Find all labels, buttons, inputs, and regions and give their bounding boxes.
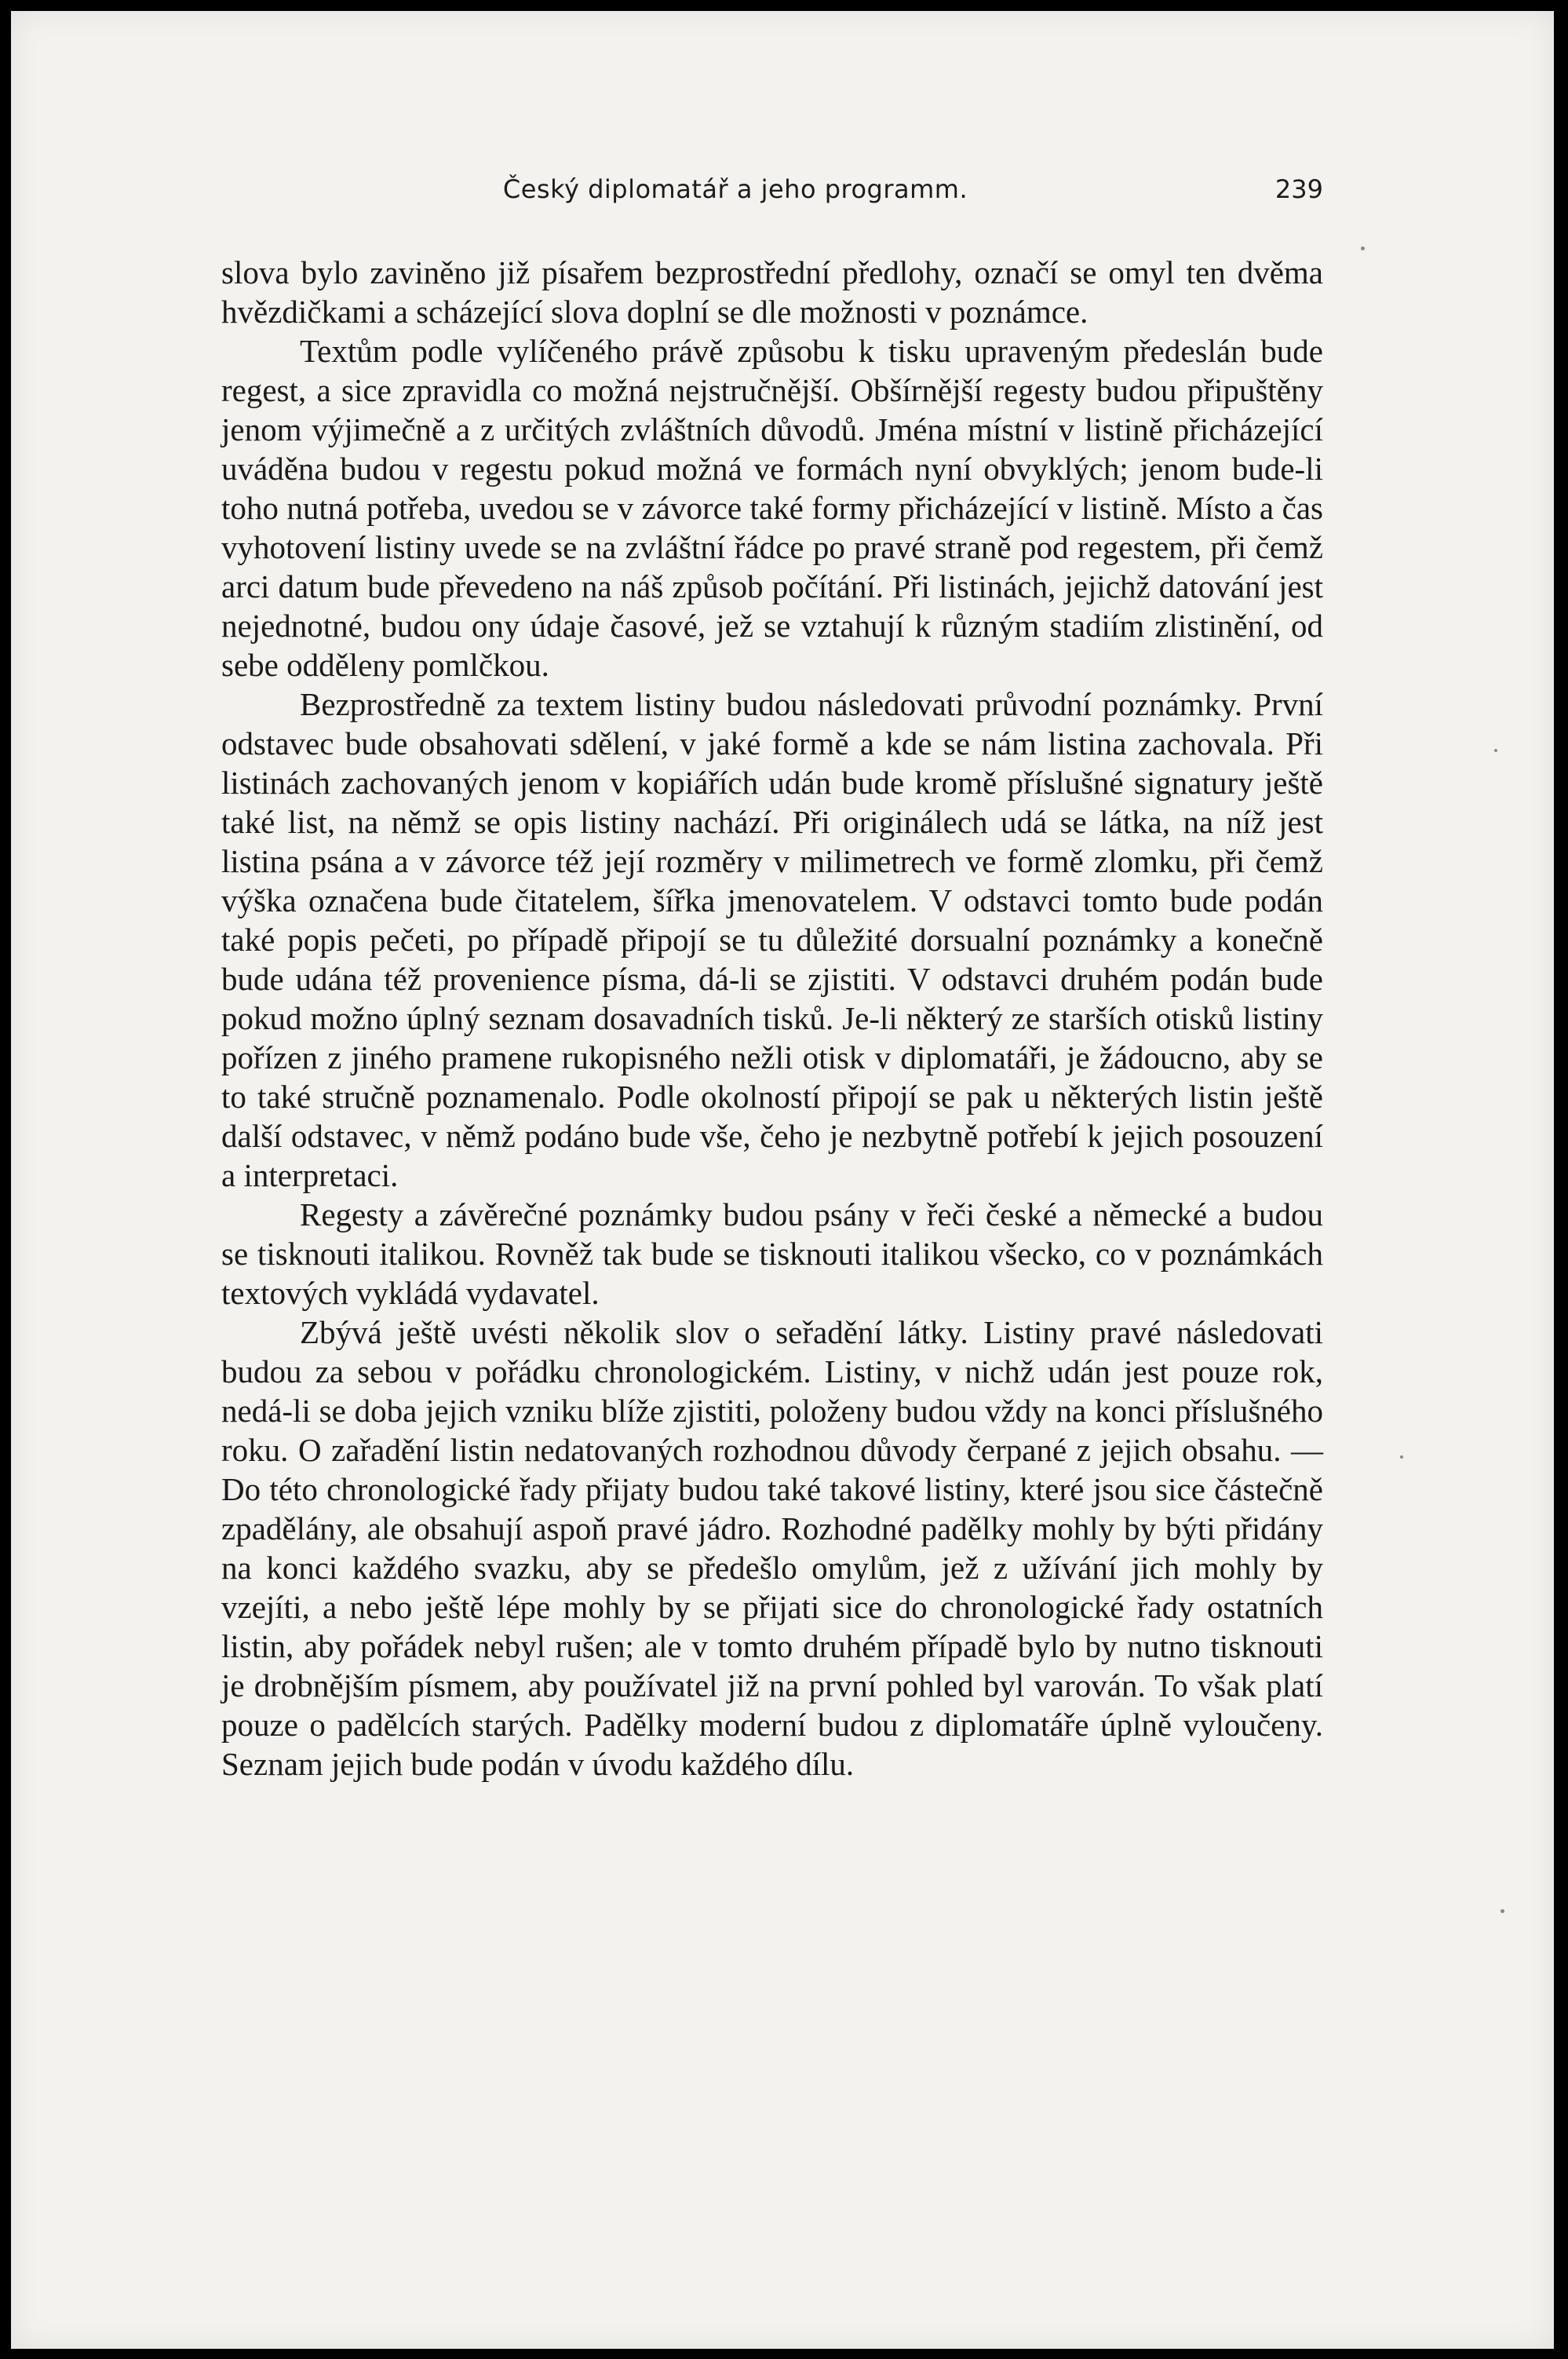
- page-number: 239: [1274, 174, 1323, 204]
- page-header: [221, 174, 1323, 221]
- scan-speck: [1400, 1455, 1403, 1459]
- scan-speck: [1494, 749, 1497, 752]
- scan-speck: [1361, 246, 1365, 250]
- scan-speck: [1501, 1909, 1504, 1913]
- paragraph-2: Textům podle vylíčeného právě způsobu k tisku upraveným předeslán bude regest, a sice zpravidla co možná nejstručnější. Obšírnější regesty budou připuštěny jenom výjimečně a z určitých zvláštních důvodů. Jména místní v listině přicházející uváděna budou v regestu pokud možná ve formách nyní obvyklých; jenom bude-li toho nutná potřeba, uvedou se v závorce také formy přicházející v listině. Místo a čas vyhotovení listiny uvede se na zvláštní řádce po pravé straně pod regestem, při čemž arci datum bude převedeno na náš způsob počítání. Při listinách, jejichž datování jest nejednotné, budou ony údaje časové, jež se vztahují k různým stadiím zlistinění, od sebe odděleny pomlčkou.: [221, 333, 1323, 683]
- paragraph-1: slova bylo zaviněno již písařem bezprostřední předlohy, označí se omyl ten dvěma hvězdičkami a scházející slova doplní se dle možnosti v poznámce.: [221, 254, 1323, 330]
- scan-border: [0, 0, 11, 2359]
- paragraph-5: Zbývá ještě uvésti několik slov o seřadění látky. Listiny pravé následovati budou za sebou v pořádku chronologickém. Listiny, v nichž udán jest pouze rok, nedá-li se doba jejich vzniku blíže zjistiti, položeny budou vždy na konci příslušného roku. O zařadění listin nedatovaných rozhodnou důvody čerpané z jejich obsahu. — Do této chronologické řady přijaty budou také takové listiny, které jsou sice částečně zpadělány, ale obsahují aspoň pravé jádro. Rozhodné padělky mohly by býti přidány na konci každého svazku, aby se předešlo omylům, jež z užívání jich mohly by vzejíti, a nebo ještě lépe mohly by se přijati sice do chronologické řady ostatních listin, aby pořádek nebyl rušen; ale v tomto druhém případě bylo by nutno tisknouti je drobnějším písmem, aby používatel již na první pohled byl varován. To však platí pouze o padělcích starých. Padělky moderní budou z diplomatáře úplně vyloučeny. Seznam jejich bude podán v úvodu každého dílu.: [221, 1314, 1323, 1782]
- body-text: [221, 253, 1323, 1784]
- paragraph-3: Bezprostředně za textem listiny budou následovati průvodní poznámky. První odstavec bude obsahovati sdělení, v jaké formě a kde se nám listina zachovala. Při listinách zachovaných jenom v kopiářích udán bude kromě příslušné signatury ještě také list, na němž se opis listiny nachází. Při originálech udá se látka, na níž jest listina psána a v závorce též její rozměry v milimetrech ve formě zlomku, při čemž výška označena bude čitatelem, šířka jmenovatelem. V odstavci tomto bude podán také popis pečeti, po případě připojí se tu důležité dorsualní poznámky a konečně bude udána též provenience písma, dá-li se zjistiti. V odstavci druhém podán bude pokud možno úplný seznam dosavadních tisků. Je-li některý ze starších otisků listiny pořízen z jiného pramene rukopisného nežli otisk v diplomatáři, je žádoucno, aby se to také stručně poznamenalo. Podle okolností připojí se pak u některých listin ještě další odstavec, v němž podáno bude vše, čeho je nezbytně potřebí k jejich posouzení a interpretaci.: [221, 686, 1323, 1193]
- paragraph-4: Regesty a závěrečné poznámky budou psány v řeči české a německé a budou se tisknouti italikou. Rovněž tak bude se tisknouti italikou všecko, co v poznámkách textových vykládá vydavatel.: [221, 1196, 1323, 1311]
- running-title: Český diplomatář a jeho programm.: [502, 174, 968, 204]
